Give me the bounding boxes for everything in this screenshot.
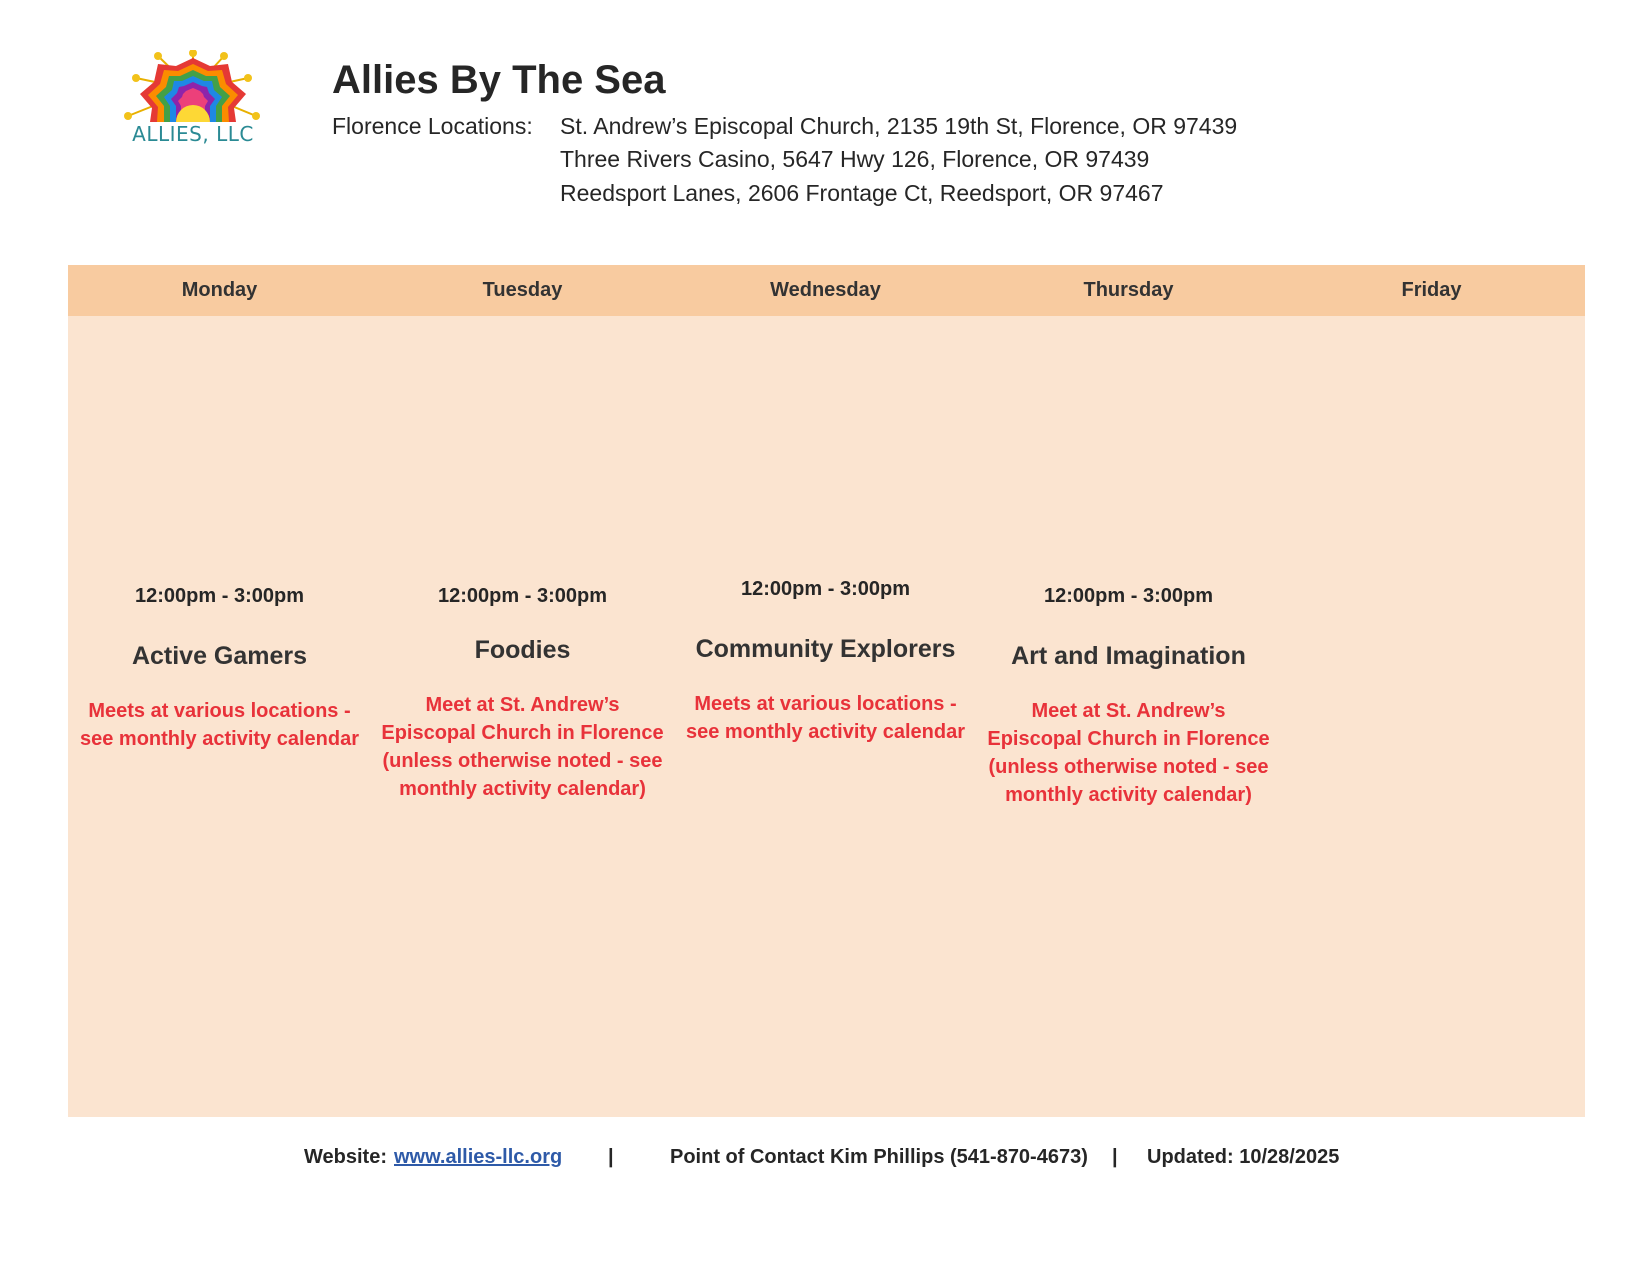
schedule-entry-tuesday — [371, 585, 674, 803]
entry-note-line: monthly activity calendar) — [399, 778, 646, 800]
location-line: St. Andrew’s Episcopal Church, 2135 19th St, Florence, OR 97439 — [560, 113, 1238, 139]
schedule-entry-thursday — [977, 585, 1280, 809]
logo-text: ALLIES, LLC — [132, 122, 254, 146]
day-header-monday: Monday — [181, 279, 258, 301]
weekly-schedule — [68, 265, 1585, 1117]
contact-info: Point of Contact Kim Phillips (541-870-4673) — [670, 1146, 1088, 1168]
entry-note-line: (unless otherwise noted - see — [382, 750, 663, 772]
entry-note — [674, 690, 977, 746]
entry-note-line: see monthly activity calendar — [685, 721, 965, 743]
updated-date: Updated: 10/28/2025 — [1147, 1146, 1340, 1168]
entry-time: 12:00pm - 3:00pm — [741, 578, 910, 600]
schedule-entry-wednesday — [674, 578, 977, 746]
location-line: Reedsport Lanes, 2606 Frontage Ct, Reedsport, OR 97467 — [560, 180, 1164, 206]
location-line: Three Rivers Casino, 5647 Hwy 126, Florence, OR 97439 — [560, 146, 1150, 172]
entry-note-line: monthly activity calendar) — [1005, 784, 1252, 806]
schedule-header-row — [68, 265, 1585, 316]
entry-note-line: Meets at various locations - — [694, 693, 957, 715]
day-header-tuesday: Tuesday — [482, 279, 563, 301]
footer-separator: | — [1112, 1146, 1118, 1168]
entry-note-line: Meet at St. Andrew’s — [1031, 700, 1226, 722]
entry-note — [371, 691, 674, 803]
entry-note-line: Episcopal Church in Florence — [987, 728, 1270, 750]
entry-note — [977, 697, 1280, 809]
day-header-friday: Friday — [1401, 279, 1462, 301]
schedule-entry-monday — [68, 585, 371, 753]
entry-note-line: Meets at various locations - — [88, 700, 351, 722]
entry-note-line: (unless otherwise noted - see — [988, 756, 1269, 778]
entry-time: 12:00pm - 3:00pm — [1044, 585, 1213, 607]
day-header-thursday: Thursday — [1083, 279, 1174, 301]
entry-name: Foodies — [474, 636, 571, 664]
entry-name: Art and Imagination — [1011, 642, 1246, 670]
entry-note — [68, 697, 371, 753]
entry-note-line: Meet at St. Andrew’s — [425, 694, 620, 716]
day-header-wednesday: Wednesday — [770, 279, 881, 301]
entry-time: 12:00pm - 3:00pm — [438, 585, 607, 607]
rainbow-sunburst-logo-icon — [118, 50, 268, 130]
footer-separator: | — [608, 1146, 614, 1168]
website-link[interactable]: www.allies-llc.org — [394, 1146, 563, 1168]
entry-time: 12:00pm - 3:00pm — [135, 585, 304, 607]
entry-note-line: see monthly activity calendar — [79, 728, 359, 750]
entry-note-line: Episcopal Church in Florence — [381, 722, 664, 744]
page-title: Allies By The Sea — [332, 58, 666, 102]
entry-name: Community Explorers — [695, 635, 956, 663]
entry-name: Active Gamers — [131, 642, 308, 670]
website-label: Website: — [304, 1146, 387, 1168]
locations-label: Florence Locations: — [332, 113, 533, 139]
